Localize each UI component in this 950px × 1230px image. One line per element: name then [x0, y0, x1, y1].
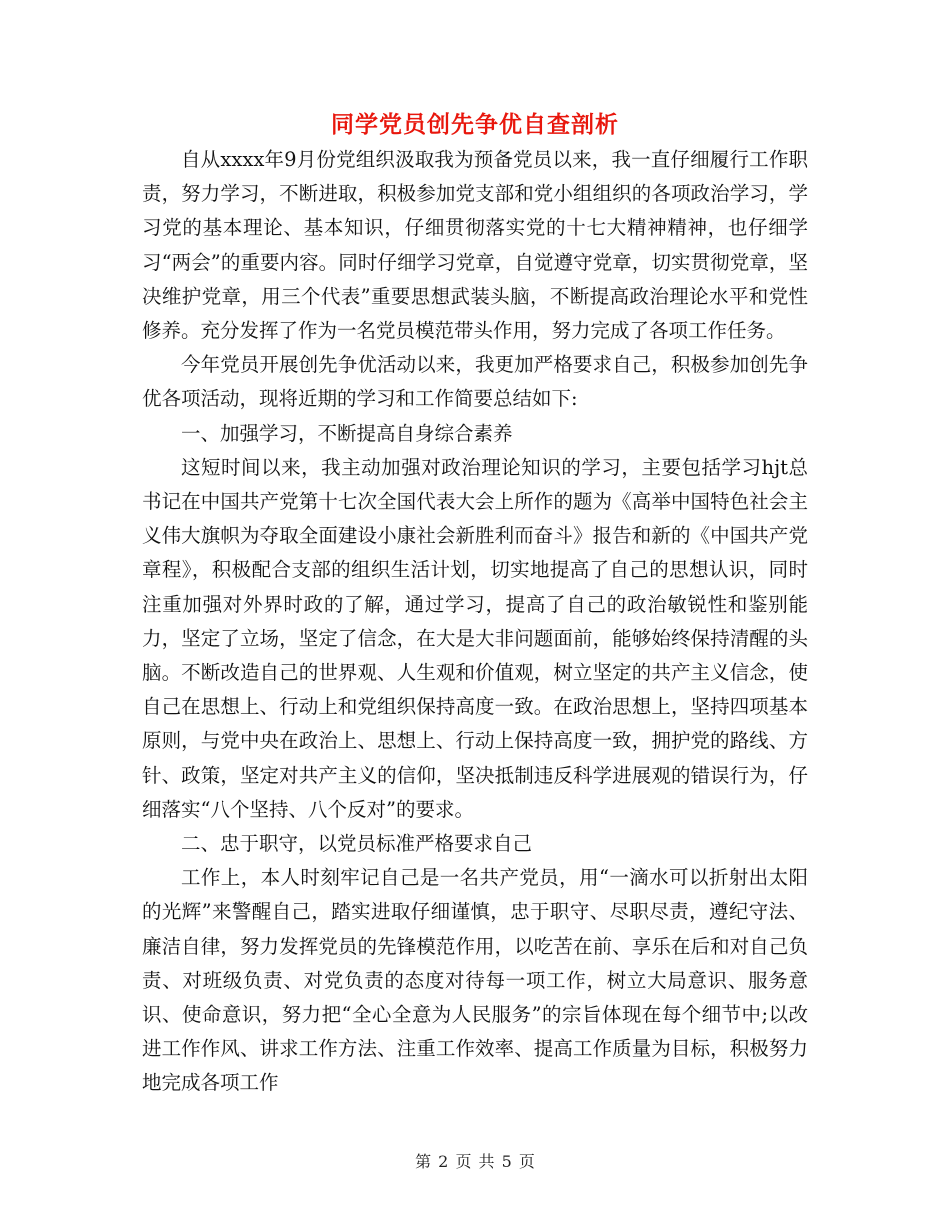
paragraph-activity: 今年党员开展创先争优活动以来，我更加严格要求自己，积极参加创先争优各项活动，现将近期的学习和工作简要总结如下:	[142, 353, 808, 411]
section-heading-1: 一、加强学习，不断提高自身综合素养	[181, 421, 513, 445]
document-title: 同学党员创先争优自查剖析	[331, 111, 619, 138]
page-number-footer: 第 2 页 共 5 页	[415, 1152, 535, 1171]
paragraph-study: 这短时间以来，我主动加强对政治理论知识的学习，主要包括学习hjt总书记在中国共产党第十七次全国代表大会上所作的题为《高举中国特色社会主义伟大旗帜为夺取全面建设小康社会新胜利而奋斗》报告和新的《中国共产党章程》，积极配合支部的组织生活计划，切实地提高了自己的思想认识，同时注重加强对外界时政的了解，通过学习，提高了自己的政治敏锐性和鉴别能力，坚定了立场，坚定了信念，在大是大非问题面前，能够始终保持清醒的头脑。不断改造自己的世界观、人生观和价值观，树立坚定的共产主义信念，使自己在思想上、行动上和党组织保持高度一致。在政治思想上，坚持四项基本原则，与党中央在政治上、思想上、行动上保持高度一致，拥护党的路线、方针、政策，坚定对共产主义的信仰，坚决抵制违反科学进展观的错误行为，仔细落实“八个坚持、八个反对”的要求。	[142, 455, 808, 821]
paragraph-work: 工作上，本人时刻牢记自己是一名共产党员，用“一滴水可以折射出太阳的光辉”来警醒自己，踏实进取仔细谨慎，忠于职守、尽职尽责，遵纪守法、廉洁自律，努力发挥党员的先锋模范作用，以吃苦在前、享乐在后和对自己负责、对班级负责、对党负责的态度对待每一项工作，树立大局意识、服务意识、使命意识，努力把“全心全意为人民服务”的宗旨体现在每个细节中;以改进工作作风、讲求工作方法、注重工作效率、提高工作质量为目标，积极努力地完成各项工作	[142, 866, 808, 1095]
document-body	[142, 143, 808, 1101]
paragraph-intro: 自从xxxx年9月份党组织汲取我为预备党员以来，我一直仔细履行工作职责，努力学习，不断进取，积极参加党支部和党小组组织的各项政治学习，学习党的基本理论、基本知识，仔细贯彻落实党的十七大精神精神，也仔细学习“两会”的重要内容。同时仔细学习党章，自觉遵守党章，切实贯彻党章，坚决维护党章，用三个代表”重要思想武装头脑，不断提高政治理论水平和党性修养。充分发挥了作为一名党员模范带头作用，努力完成了各项工作任务。	[142, 148, 808, 343]
section-heading-2: 二、忠于职守，以党员标准严格要求自己	[181, 832, 533, 856]
